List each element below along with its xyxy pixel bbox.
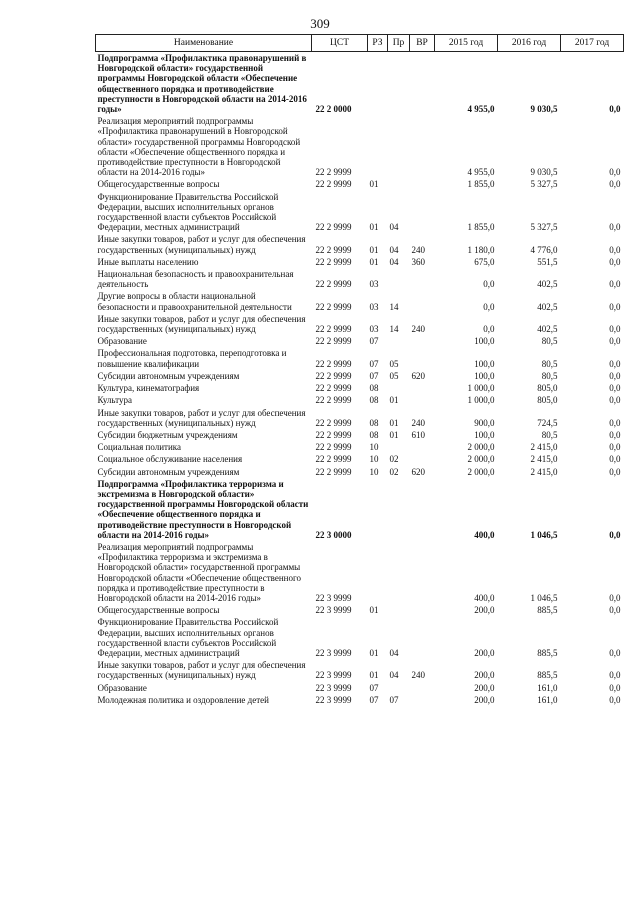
cell-pr (388, 268, 410, 290)
cell-2015: 1 855,0 (467, 179, 495, 190)
cell-2016: 1 046,5 (530, 592, 558, 603)
cell-2015: 0,0 (483, 279, 495, 290)
cell-vr (410, 453, 435, 465)
cell-2015: 200,0 (474, 670, 495, 681)
cell-name: Культура, кинематография (97, 383, 200, 394)
table-body (96, 52, 624, 706)
cell-rz: 01 (369, 647, 379, 658)
cell-cst: 22 3 9999 (315, 694, 352, 705)
cell-pr (388, 335, 410, 347)
cell-rz: 08 (369, 429, 379, 440)
table-row (96, 178, 624, 190)
cell-2015: 0,0 (483, 301, 495, 312)
cell-vr: 610 (411, 429, 425, 440)
table-row (96, 441, 624, 453)
cell-rz: 08 (369, 417, 379, 428)
cell-rz: 01 (369, 179, 379, 190)
cell-cst: 22 2 9999 (315, 395, 352, 406)
cell-rz: 07 (369, 682, 379, 693)
cell-2016: 2 415,0 (530, 442, 558, 453)
cell-2016: 161,0 (537, 694, 558, 705)
cell-2017: 0,0 (609, 336, 621, 347)
cell-2015: 1 180,0 (467, 244, 495, 255)
cell-2016: 9 030,5 (530, 167, 558, 178)
cell-vr: 360 (411, 256, 425, 267)
cell-rz: 03 (369, 301, 379, 312)
cell-vr (410, 115, 435, 178)
header-2015: 2015 год (435, 35, 498, 52)
cell-vr: 620 (411, 466, 425, 477)
cell-2015: 2 000,0 (467, 466, 495, 477)
cell-name: Национальная безопасность и правоохранительная деятельность (97, 269, 294, 290)
cell-name: Функционирование Правительства Российской Федерации, высших исполнительных органов государственной власти субъектов Российской Федерации, местных администраций (97, 617, 279, 658)
cell-pr: 14 (389, 301, 399, 312)
cell-pr: 01 (389, 429, 399, 440)
table-row (96, 256, 624, 268)
cell-2016: 551,5 (537, 256, 558, 267)
cell-2017: 0,0 (609, 429, 621, 440)
cell-2017: 0,0 (609, 222, 621, 233)
cell-rz: 07 (369, 370, 379, 381)
cell-2015: 1 000,0 (467, 383, 495, 394)
cell-name: Общегосударственные вопросы (97, 179, 220, 190)
cell-pr (388, 115, 410, 178)
cell-pr: 05 (389, 358, 399, 369)
cell-name: Образование (97, 682, 147, 693)
cell-2017: 0,0 (609, 179, 621, 190)
cell-pr: 01 (389, 417, 399, 428)
table-row (96, 347, 624, 369)
table-row (96, 370, 624, 382)
cell-vr (410, 682, 435, 694)
cell-2016: 805,0 (537, 395, 558, 406)
cell-rz: 01 (369, 244, 379, 255)
cell-cst: 22 2 9999 (315, 370, 352, 381)
cell-vr (410, 694, 435, 706)
cell-2015: 675,0 (474, 256, 495, 267)
header-cst: ЦСТ (312, 35, 368, 52)
cell-vr (410, 478, 435, 541)
cell-name: Социальное обслуживание населения (97, 454, 243, 465)
cell-vr (410, 394, 435, 406)
cell-rz (368, 115, 388, 178)
cell-vr: 240 (411, 324, 425, 335)
cell-pr: 14 (389, 324, 399, 335)
cell-pr (388, 541, 410, 604)
table-row (96, 233, 624, 255)
cell-rz: 07 (369, 358, 379, 369)
cell-2016: 2 415,0 (530, 466, 558, 477)
header-pr: Пр (388, 35, 410, 52)
header-name: Наименование (96, 35, 312, 52)
cell-2017: 0,0 (609, 324, 621, 335)
table-row (96, 191, 624, 234)
cell-2017: 0,0 (609, 529, 621, 540)
cell-2017: 0,0 (609, 301, 621, 312)
cell-pr (388, 52, 410, 116)
cell-pr: 02 (389, 466, 399, 477)
cell-2017: 0,0 (609, 383, 621, 394)
cell-cst: 22 2 9999 (315, 442, 352, 453)
table-row (96, 313, 624, 335)
cell-rz: 07 (369, 694, 379, 705)
cell-rz: 10 (369, 454, 379, 465)
table-row (96, 115, 624, 178)
cell-2017: 0,0 (609, 104, 621, 115)
cell-name: Субсидии автономным учреждениям (97, 370, 240, 381)
cell-2017: 0,0 (609, 256, 621, 267)
table-row (96, 52, 624, 116)
cell-name: Иные выплаты населению (97, 256, 199, 267)
cell-name: Субсидии бюджетным учреждениям (97, 429, 238, 440)
cell-rz: 03 (369, 279, 379, 290)
cell-2015: 4 955,0 (467, 104, 495, 115)
cell-vr (410, 347, 435, 369)
cell-2017: 0,0 (609, 358, 621, 369)
cell-2015: 100,0 (474, 358, 495, 369)
header-rz: РЗ (368, 35, 388, 52)
cell-2015: 1 000,0 (467, 395, 495, 406)
cell-vr (410, 191, 435, 234)
cell-2016: 402,5 (537, 301, 558, 312)
cell-rz: 08 (369, 395, 379, 406)
cell-vr (410, 335, 435, 347)
cell-rz: 01 (369, 222, 379, 233)
cell-rz: 10 (369, 466, 379, 477)
cell-pr: 04 (389, 244, 399, 255)
cell-name: Субсидии автономным учреждениям (97, 466, 240, 477)
cell-vr (410, 441, 435, 453)
cell-2017: 0,0 (609, 417, 621, 428)
cell-rz (368, 52, 388, 116)
cell-2015: 900,0 (474, 417, 495, 428)
cell-name: Иные закупки товаров, работ и услуг для обеспечения государственных (муниципальных) нужд (97, 313, 306, 335)
cell-2016: 4 776,0 (530, 244, 558, 255)
cell-cst: 22 3 9999 (315, 605, 352, 616)
header-2017: 2017 год (561, 35, 624, 52)
cell-cst: 22 2 9999 (315, 179, 352, 190)
cell-name: Культура (97, 395, 132, 406)
cell-2016: 885,5 (537, 605, 558, 616)
cell-name: Образование (97, 336, 147, 347)
cell-2016: 724,5 (537, 417, 558, 428)
cell-cst: 22 2 9999 (315, 358, 352, 369)
cell-2017: 0,0 (609, 670, 621, 681)
cell-vr (410, 616, 435, 659)
cell-cst: 22 2 9999 (315, 167, 352, 178)
table-row (96, 268, 624, 290)
cell-rz: 01 (369, 605, 379, 616)
cell-vr (410, 541, 435, 604)
table-row (96, 541, 624, 604)
cell-pr (388, 178, 410, 190)
cell-cst: 22 2 9999 (315, 256, 352, 267)
cell-name: Профессиональная подготовка, переподготовка и повышение квалификации (97, 348, 287, 369)
cell-rz (368, 478, 388, 541)
cell-name: Подпрограмма «Профилактика правонарушений в Новгородской области» государственной программы Новгородской области «Обеспечение общественного порядка и противодействие преступности в Новгородской области на 2014-2016 годы» (97, 53, 307, 115)
cell-vr (410, 382, 435, 394)
cell-2016: 80,5 (541, 370, 558, 381)
cell-vr (410, 290, 435, 312)
cell-pr (388, 382, 410, 394)
cell-name: Подпрограмма «Профилактика терроризма и экстремизма в Новгородской области» государственной программы Новгородской области «Обеспечение общественного порядка и противодействие преступности в Новгородской области на 2014-2016 годы» (97, 478, 309, 540)
cell-2015: 200,0 (474, 694, 495, 705)
cell-2015: 100,0 (474, 429, 495, 440)
cell-2015: 400,0 (474, 592, 495, 603)
cell-2017: 0,0 (609, 682, 621, 693)
cell-2017: 0,0 (609, 370, 621, 381)
cell-name: Реализация мероприятий подпрограммы «Профилактика терроризма и экстремизма в Новгородской области» государственной программы Новгородской области «Обеспечение общественного порядка и противодействие преступности в Новгородской области на 2014-2016 годы» (97, 541, 301, 603)
cell-cst: 22 2 0000 (315, 104, 352, 115)
table-row (96, 659, 624, 681)
cell-name: Общегосударственные вопросы (97, 605, 220, 616)
cell-2016: 402,5 (537, 324, 558, 335)
cell-2016: 885,5 (537, 670, 558, 681)
cell-2015: 200,0 (474, 682, 495, 693)
header-vr: ВР (410, 35, 435, 52)
cell-pr: 02 (389, 454, 399, 465)
cell-2016: 161,0 (537, 682, 558, 693)
cell-pr (388, 604, 410, 616)
cell-cst: 22 3 9999 (315, 592, 352, 603)
cell-pr: 07 (389, 694, 399, 705)
cell-name: Другие вопросы в области национальной безопасности и правоохранительной деятельности (97, 291, 292, 312)
cell-2015: 1 855,0 (467, 222, 495, 233)
cell-2015: 200,0 (474, 605, 495, 616)
cell-cst: 22 2 9999 (315, 454, 352, 465)
cell-cst: 22 2 9999 (315, 336, 352, 347)
cell-2016: 5 327,5 (530, 179, 558, 190)
cell-rz: 08 (369, 383, 379, 394)
table-row (96, 682, 624, 694)
table-row (96, 616, 624, 659)
table-row (96, 466, 624, 478)
cell-vr (410, 52, 435, 116)
cell-vr: 620 (411, 370, 425, 381)
cell-2017: 0,0 (609, 694, 621, 705)
cell-pr: 04 (389, 222, 399, 233)
cell-2016: 5 327,5 (530, 222, 558, 233)
cell-2017: 0,0 (609, 279, 621, 290)
cell-cst: 22 2 9999 (315, 429, 352, 440)
cell-2015: 2 000,0 (467, 442, 495, 453)
cell-rz: 07 (369, 336, 379, 347)
cell-pr: 04 (389, 256, 399, 267)
cell-2017: 0,0 (609, 167, 621, 178)
cell-2017: 0,0 (609, 454, 621, 465)
header-2016: 2016 год (498, 35, 561, 52)
cell-rz: 01 (369, 670, 379, 681)
cell-rz: 01 (369, 256, 379, 267)
cell-2016: 1 046,5 (530, 529, 558, 540)
cell-2017: 0,0 (609, 592, 621, 603)
cell-pr: 04 (389, 670, 399, 681)
cell-cst: 22 2 9999 (315, 279, 352, 290)
cell-name: Иные закупки товаров, работ и услуг для обеспечения государственных (муниципальных) нужд (97, 660, 306, 681)
cell-cst: 22 3 9999 (315, 670, 352, 681)
cell-vr (410, 268, 435, 290)
cell-name: Иные закупки товаров, работ и услуг для обеспечения государственных (муниципальных) нужд (97, 407, 306, 428)
cell-cst: 22 2 9999 (315, 383, 352, 394)
cell-2017: 0,0 (609, 466, 621, 477)
cell-name: Реализация мероприятий подпрограммы «Профилактика правонарушений в Новгородской области» государственной программы Новгородской области «Обеспечение общественного порядка и противодействие преступности в Новгородской области на 2014-2016 годы» (97, 116, 301, 178)
cell-2016: 80,5 (541, 429, 558, 440)
cell-2015: 100,0 (474, 336, 495, 347)
cell-2017: 0,0 (609, 605, 621, 616)
table-row (96, 290, 624, 312)
cell-vr (410, 604, 435, 616)
cell-cst: 22 2 9999 (315, 324, 352, 335)
cell-pr (388, 682, 410, 694)
cell-2015: 400,0 (474, 529, 495, 540)
table-row (96, 429, 624, 441)
cell-2015: 200,0 (474, 647, 495, 658)
cell-vr (410, 178, 435, 190)
cell-2016: 9 030,5 (530, 104, 558, 115)
cell-vr: 240 (411, 244, 425, 255)
cell-pr: 05 (389, 370, 399, 381)
cell-2016: 80,5 (541, 336, 558, 347)
table-row (96, 453, 624, 465)
table-row (96, 478, 624, 541)
table-row (96, 604, 624, 616)
cell-name: Функционирование Правительства Российской Федерации, высших исполнительных органов государственной власти субъектов Российской Федерации, местных администраций (97, 191, 279, 233)
cell-2016: 805,0 (537, 383, 558, 394)
cell-2015: 2 000,0 (467, 454, 495, 465)
budget-table (95, 34, 624, 706)
cell-2017: 0,0 (609, 395, 621, 406)
cell-pr (388, 478, 410, 541)
cell-pr (388, 441, 410, 453)
cell-pr: 04 (389, 647, 399, 658)
table-row (96, 335, 624, 347)
cell-cst: 22 3 0000 (315, 529, 352, 540)
cell-2016: 80,5 (541, 358, 558, 369)
table-row (96, 382, 624, 394)
cell-2015: 100,0 (474, 370, 495, 381)
cell-cst: 22 2 9999 (315, 466, 352, 477)
cell-2016: 2 415,0 (530, 454, 558, 465)
table-row (96, 394, 624, 406)
cell-2015: 0,0 (483, 324, 495, 335)
cell-2017: 0,0 (609, 442, 621, 453)
cell-cst: 22 2 9999 (315, 417, 352, 428)
cell-2016: 402,5 (537, 279, 558, 290)
cell-cst: 22 3 9999 (315, 647, 352, 658)
table-row (96, 407, 624, 429)
cell-2015: 4 955,0 (467, 167, 495, 178)
cell-cst: 22 3 9999 (315, 682, 352, 693)
cell-pr: 01 (389, 395, 399, 406)
cell-name: Социальная политика (97, 442, 181, 453)
cell-name: Молодежная политика и оздоровление детей (97, 694, 269, 705)
cell-cst: 22 2 9999 (315, 222, 352, 233)
cell-2017: 0,0 (609, 647, 621, 658)
cell-vr: 240 (411, 417, 425, 428)
cell-2017: 0,0 (609, 244, 621, 255)
page-number: 309 (310, 16, 330, 31)
cell-rz: 10 (369, 442, 379, 453)
cell-cst: 22 2 9999 (315, 301, 352, 312)
cell-cst: 22 2 9999 (315, 244, 352, 255)
cell-rz (368, 541, 388, 604)
cell-rz: 03 (369, 324, 379, 335)
table-header-row (96, 35, 624, 52)
cell-vr: 240 (411, 670, 425, 681)
cell-2016: 885,5 (537, 647, 558, 658)
table-row (96, 694, 624, 706)
cell-name: Иные закупки товаров, работ и услуг для обеспечения государственных (муниципальных) нужд (97, 234, 306, 255)
